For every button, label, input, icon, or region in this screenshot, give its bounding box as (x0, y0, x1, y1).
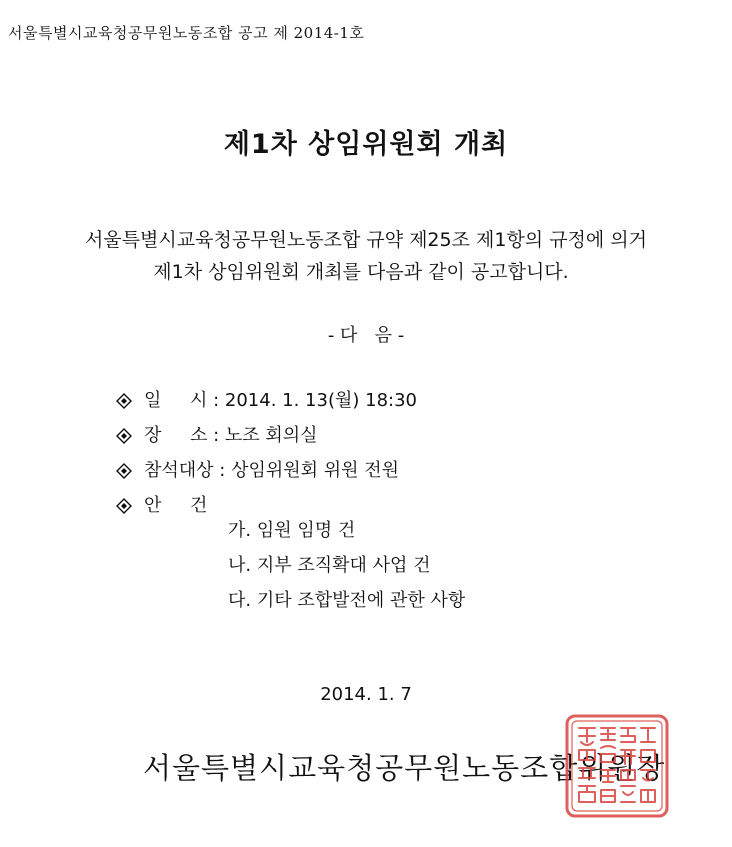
detail-value: 노조 회의실 (224, 425, 318, 446)
detail-label: 참석대상 (144, 460, 214, 481)
agenda-item: 나. 지부 조직확대 사업 건 (228, 555, 431, 576)
notice-number: 서울특별시교육청공무원노동조합 공고 제 2014-1호 (8, 24, 365, 42)
detail-label: 안 건 (144, 495, 208, 516)
diamond-bullet-icon (116, 498, 132, 514)
intro-line-1: 서울특별시교육청공무원노동조합 규약 제25조 제1항의 규정에 의거 (84, 229, 648, 251)
intro-line-2: 제1차 상임위원회 개최를 다음과 같이 공고합니다. (153, 261, 569, 283)
detail-item-datetime (116, 388, 417, 423)
agenda-list (228, 518, 465, 623)
detail-label: 일 시 (144, 390, 208, 411)
signature-organization: 서울특별시교육청공무원노동조합위원장 (143, 751, 666, 785)
detail-item-location (116, 423, 417, 458)
section-heading-da-eum: - 다 음 - (327, 325, 405, 346)
document-title: 제1차 상임위원회 개최 (223, 129, 509, 160)
detail-list (116, 388, 417, 528)
detail-separator: : (213, 460, 232, 481)
notice-date: 2014. 1. 7 (320, 684, 412, 705)
agenda-item: 가. 임원 임명 건 (228, 520, 356, 541)
official-seal-icon (563, 712, 671, 820)
diamond-bullet-icon (116, 393, 132, 409)
detail-separator: : (207, 390, 225, 411)
diamond-bullet-icon (116, 463, 132, 479)
intro-paragraph (0, 224, 732, 288)
detail-value: 상임위원회 위원 전원 (231, 460, 400, 481)
detail-separator: : (207, 425, 225, 446)
detail-label: 장 소 (144, 425, 208, 446)
detail-value: 2014. 1. 13(월) 18:30 (224, 390, 417, 411)
agenda-item: 다. 기타 조합발전에 관한 사항 (228, 590, 466, 611)
detail-item-attendees (116, 458, 417, 493)
diamond-bullet-icon (116, 428, 132, 444)
